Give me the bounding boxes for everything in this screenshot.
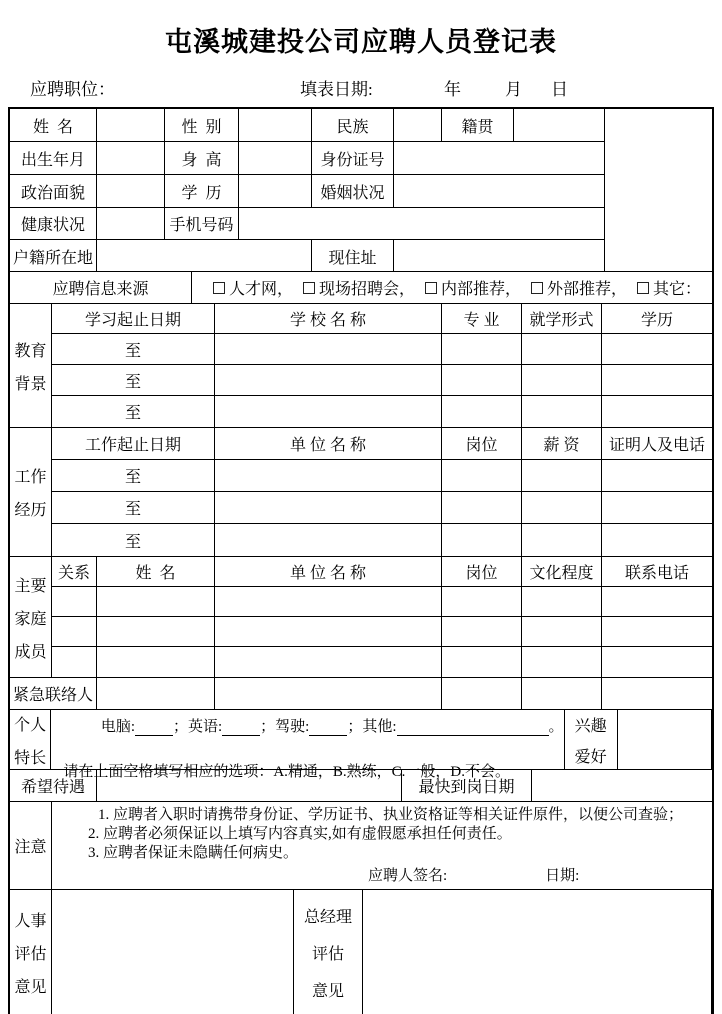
form-header-line xyxy=(0,67,722,107)
photo-area xyxy=(604,109,712,271)
page-title: 屯溪城建投公司应聘人员登记表 xyxy=(165,27,557,57)
company-name-field[interactable] xyxy=(215,460,442,491)
family-entry-row xyxy=(52,617,712,647)
family-company-field[interactable] xyxy=(215,647,442,677)
driving-skill-blank[interactable] xyxy=(309,721,347,736)
major-field[interactable] xyxy=(442,365,522,395)
family-name-field[interactable] xyxy=(97,617,215,646)
school-name-field[interactable] xyxy=(215,396,442,427)
major-field[interactable] xyxy=(442,334,522,364)
position-label: 应聘职位： xyxy=(30,80,115,99)
option-label: 内部推荐， xyxy=(440,281,521,298)
education-entry-row xyxy=(52,334,712,365)
health-label: 健康状况 xyxy=(10,208,97,239)
specialty-section xyxy=(10,710,712,780)
relation-header: 关系 xyxy=(52,557,97,586)
study-dates-header: 学习起止日期 xyxy=(52,304,215,333)
checkbox-job-fair[interactable] xyxy=(303,282,315,294)
day-label: 日 xyxy=(551,80,568,99)
emergency-phone-field[interactable] xyxy=(602,678,712,709)
name-field[interactable] xyxy=(97,109,165,141)
work-section-label: 工作 经历 xyxy=(10,428,52,556)
salary-field[interactable] xyxy=(522,492,602,523)
year-label: 年 xyxy=(444,80,461,99)
school-name-field[interactable] xyxy=(215,365,442,395)
specialty-section-label: 个人 特长 xyxy=(10,710,51,769)
family-header-row xyxy=(52,557,712,587)
work-entry-row xyxy=(52,492,712,524)
notice-line: 3. 应聘者保证未隐瞒任何病史。 xyxy=(88,844,299,861)
expected-salary-field[interactable] xyxy=(97,770,402,801)
family-rows xyxy=(52,557,712,677)
relation-field[interactable] xyxy=(52,587,97,616)
emergency-contact-label: 紧急联络人 xyxy=(10,678,97,709)
education-section xyxy=(10,304,712,428)
specialty-line-1: 电脑: ；英语: ；驾驶: ；其他: 。 xyxy=(100,719,564,735)
degree-header: 学历 xyxy=(640,312,673,329)
family-post-field[interactable] xyxy=(442,647,522,677)
degree-field[interactable] xyxy=(602,334,712,364)
education-level-label: 学 历 xyxy=(165,175,239,207)
family-section xyxy=(10,557,712,678)
hobby-label: 兴趣 爱好 xyxy=(565,710,618,769)
study-dates-field[interactable]: 至 xyxy=(52,334,215,364)
post-header: 岗位 xyxy=(442,428,522,459)
id-number-field[interactable] xyxy=(394,142,604,174)
marital-status-field[interactable] xyxy=(394,175,604,207)
gender-field[interactable] xyxy=(239,109,312,141)
start-date-field[interactable] xyxy=(532,770,712,801)
current-address-field[interactable] xyxy=(394,240,604,272)
family-name-field[interactable] xyxy=(97,587,215,616)
info-source-options xyxy=(192,272,712,303)
gm-evaluation-field[interactable] xyxy=(363,890,712,1014)
table-row xyxy=(10,208,604,240)
family-entry-row xyxy=(52,647,712,677)
study-form-header: 就学形式 xyxy=(522,304,602,333)
personal-info-rows xyxy=(10,109,604,271)
family-name-header: 姓 名 xyxy=(97,557,215,586)
family-education-field[interactable] xyxy=(522,647,602,677)
salary-header: 薪 资 xyxy=(522,428,602,459)
table-row xyxy=(10,109,604,142)
height-field[interactable] xyxy=(239,142,312,174)
notice-label: 注意 xyxy=(10,802,52,889)
study-form-field[interactable] xyxy=(522,396,602,427)
checkbox-talent-website[interactable] xyxy=(213,282,225,294)
education-level-field[interactable] xyxy=(239,175,312,207)
notice-section xyxy=(10,802,712,890)
work-dates-header: 工作起止日期 xyxy=(52,428,215,459)
applicant-signature-label: 应聘人签名: xyxy=(368,867,448,884)
checkbox-external-referral[interactable] xyxy=(531,282,543,294)
family-education-header: 文化程度 xyxy=(522,557,602,586)
height-label: 身 高 xyxy=(165,142,239,174)
post-field[interactable] xyxy=(442,524,522,556)
family-post-field[interactable] xyxy=(442,587,522,616)
education-header-row xyxy=(52,304,712,334)
degree-field[interactable] xyxy=(602,396,712,427)
reference-field[interactable] xyxy=(602,524,712,556)
education-entry-row xyxy=(52,396,712,427)
work-rows xyxy=(52,428,712,556)
post-field[interactable] xyxy=(442,460,522,491)
study-form-field[interactable] xyxy=(522,365,602,395)
current-address-label: 现住址 xyxy=(312,240,394,272)
option-label: 其它： xyxy=(653,281,702,298)
family-entry-row xyxy=(52,587,712,617)
work-dates-field[interactable]: 至 xyxy=(52,460,215,491)
specialty-line-2: 请在上面空格填写相应的选项：A.精通，B.熟练，C.一般，D.不会。 xyxy=(63,764,510,780)
fill-date-label: 填表日期: xyxy=(300,80,373,99)
computer-skill-blank[interactable] xyxy=(135,721,173,736)
option-label: 人才网， xyxy=(228,281,293,298)
signature-line xyxy=(52,867,712,886)
family-phone-field[interactable] xyxy=(602,647,712,677)
study-dates-field[interactable]: 至 xyxy=(52,396,215,427)
school-name-field[interactable] xyxy=(215,334,442,364)
reference-field[interactable] xyxy=(602,460,712,491)
education-entry-row xyxy=(52,365,712,396)
checkbox-other[interactable] xyxy=(637,282,649,294)
table-row xyxy=(10,240,604,272)
registered-address-field[interactable] xyxy=(97,240,312,272)
family-education-field[interactable] xyxy=(522,587,602,616)
family-post-field[interactable] xyxy=(442,617,522,646)
gender-label: 性 别 xyxy=(165,109,239,141)
political-status-label: 政治面貌 xyxy=(10,175,97,207)
notice-content xyxy=(52,802,712,889)
work-section xyxy=(10,428,712,557)
ethnicity-label: 民族 xyxy=(312,109,394,141)
family-phone-header: 联系电话 xyxy=(624,565,689,582)
birth-date-field[interactable] xyxy=(97,142,165,174)
signature-date-label: 日期: xyxy=(545,867,580,884)
family-company-field[interactable] xyxy=(215,617,442,646)
relation-field[interactable] xyxy=(52,647,97,677)
health-field[interactable] xyxy=(97,208,165,239)
name-label: 姓 名 xyxy=(10,109,97,141)
study-dates-field[interactable]: 至 xyxy=(52,365,215,395)
major-header: 专 业 xyxy=(442,304,522,333)
political-status-field[interactable] xyxy=(97,175,165,207)
family-name-field[interactable] xyxy=(97,647,215,677)
family-phone-field[interactable] xyxy=(602,587,712,616)
relation-field[interactable] xyxy=(52,617,97,646)
notice-line: 1. 应聘者入职时请携带身份证、学历证书、执业资格证等相关证件原件，以便公司查验； xyxy=(98,806,684,823)
native-place-label: 籍贯 xyxy=(442,109,514,141)
work-dates-field[interactable]: 至 xyxy=(52,492,215,523)
school-name-header: 学 校 名 称 xyxy=(215,304,442,333)
family-section-label: 主要 家庭 成员 xyxy=(10,557,52,677)
family-education-field[interactable] xyxy=(522,617,602,646)
family-company-header: 单 位 名 称 xyxy=(215,557,442,586)
reference-field[interactable] xyxy=(602,492,712,523)
work-dates-field[interactable]: 至 xyxy=(52,524,215,556)
work-entry-row xyxy=(52,460,712,492)
reference-header: 证明人及电话 xyxy=(608,437,705,454)
degree-field[interactable] xyxy=(602,365,712,395)
work-entry-row xyxy=(52,524,712,556)
family-phone-field[interactable] xyxy=(602,617,712,646)
work-header-row xyxy=(52,428,712,460)
ethnicity-field[interactable] xyxy=(394,109,442,141)
table-row xyxy=(10,175,604,208)
salary-field[interactable] xyxy=(522,524,602,556)
marital-status-label: 婚姻状况 xyxy=(312,175,394,207)
registration-table xyxy=(8,107,714,1014)
table-row xyxy=(10,142,604,175)
registered-address-label: 户籍所在地 xyxy=(10,240,97,272)
info-source-label: 应聘信息来源 xyxy=(10,272,192,303)
mobile-field[interactable] xyxy=(239,208,604,239)
company-name-field[interactable] xyxy=(215,524,442,556)
option-label: 外部推荐， xyxy=(547,281,628,298)
salary-row xyxy=(10,770,712,802)
checkbox-internal-referral[interactable] xyxy=(425,282,437,294)
start-date-label: 最快到岗日期 xyxy=(402,770,532,801)
notice-line: 2. 应聘者必须保证以上填写内容真实,如有虚假愿承担任何责任。 xyxy=(88,825,512,842)
id-number-label: 身份证号 xyxy=(312,142,394,174)
company-name-field[interactable] xyxy=(215,492,442,523)
month-label: 月 xyxy=(505,80,522,99)
option-label: 现场招聘会， xyxy=(318,281,415,298)
native-place-field[interactable] xyxy=(514,109,604,141)
expected-salary-label: 希望待遇 xyxy=(10,770,97,801)
education-section-label: 教育 背景 xyxy=(10,304,52,427)
study-form-field[interactable] xyxy=(522,334,602,364)
evaluation-section xyxy=(10,890,712,1014)
salary-field[interactable] xyxy=(522,460,602,491)
gm-evaluation-label: 总经理 评估 意见 xyxy=(294,890,363,1014)
birth-date-label: 出生年月 xyxy=(10,142,97,174)
education-rows xyxy=(52,304,712,427)
english-skill-blank[interactable] xyxy=(222,721,260,736)
hr-evaluation-field[interactable] xyxy=(52,890,294,1014)
post-field[interactable] xyxy=(442,492,522,523)
other-skill-blank[interactable] xyxy=(397,721,549,736)
info-source-row xyxy=(10,272,712,304)
hobby-field[interactable] xyxy=(618,710,712,769)
personal-info-block xyxy=(10,109,712,272)
specialty-content xyxy=(51,710,564,780)
company-name-header: 单 位 名 称 xyxy=(215,428,442,459)
hr-evaluation-label: 人事 评估 意见 xyxy=(10,890,52,1014)
family-post-header: 岗位 xyxy=(442,557,522,586)
family-company-field[interactable] xyxy=(215,587,442,616)
major-field[interactable] xyxy=(442,396,522,427)
mobile-label: 手机号码 xyxy=(165,208,239,239)
